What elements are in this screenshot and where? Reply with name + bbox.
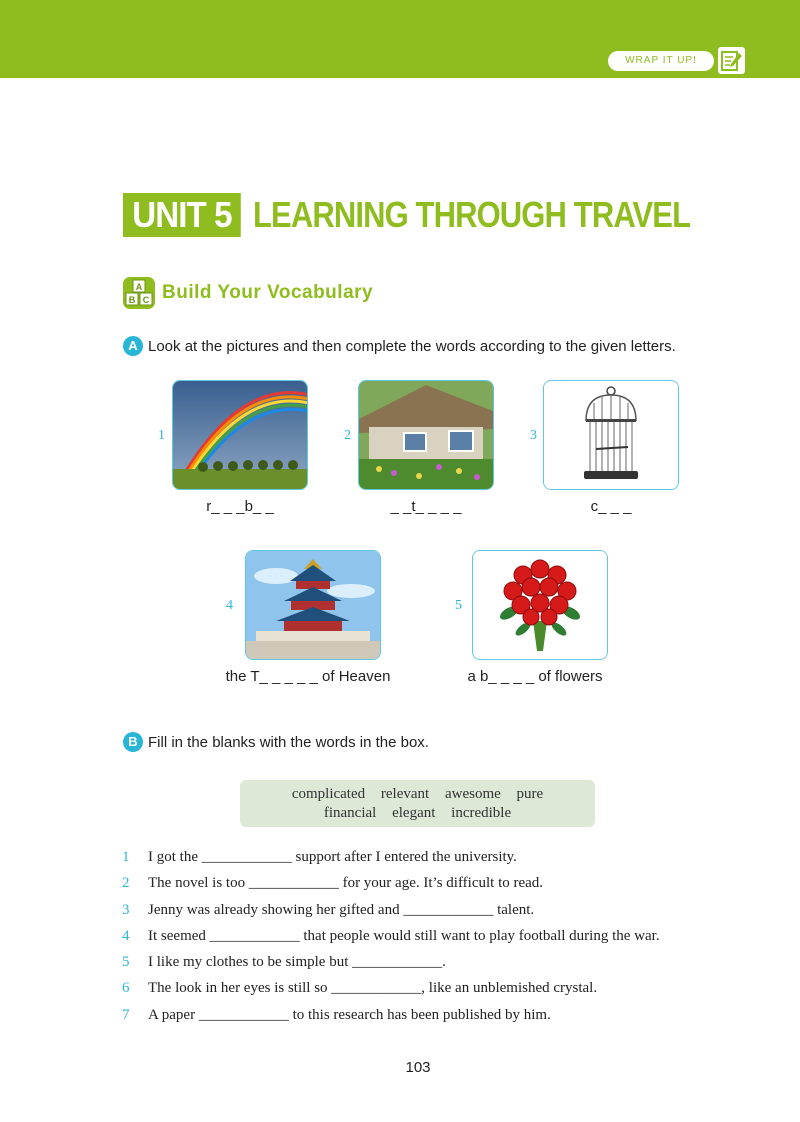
picture-number: 3 — [530, 428, 537, 443]
sentence-number: 2 — [122, 875, 130, 892]
list-item — [120, 925, 760, 951]
word-option: elegant — [392, 805, 436, 821]
picture-number: 4 — [226, 598, 233, 613]
bouquet-image — [472, 550, 608, 660]
task-a-instruction — [123, 336, 676, 356]
picture-number: 5 — [455, 598, 462, 613]
list-item — [120, 977, 760, 1003]
sentence-text: It seemed ____________ that people would still want to play football during the war. — [148, 927, 660, 944]
word-option: incredible — [451, 805, 512, 821]
picture-caption: _ _t_ _ _ _ — [390, 498, 462, 515]
page-number: 103 — [405, 1059, 431, 1076]
unit-badge: UNIT 5 — [123, 193, 241, 237]
abc-block-letter: C — [142, 295, 150, 305]
word-option: financial — [323, 805, 377, 821]
rainbow-image — [172, 380, 308, 490]
word-box — [240, 780, 595, 827]
notepad-pencil-icon — [718, 47, 745, 74]
word-option: pure — [516, 786, 544, 802]
sentence-number: 1 — [122, 849, 130, 865]
list-item — [120, 951, 760, 977]
unit-heading: LEARNING THROUGH TRAVEL — [253, 194, 691, 235]
sentence-text: A paper ____________ to this research has been published by him. — [148, 1006, 551, 1023]
list-item — [120, 872, 760, 898]
picture-caption: r_ _ _b_ _ — [206, 498, 274, 515]
task-a-text: Look at the pictures and then complete the words according to the given letters. — [148, 337, 676, 355]
task-b-text: Fill in the blanks with the words in the box. — [148, 733, 429, 751]
sentence-number: 6 — [122, 980, 130, 997]
unit-title — [123, 193, 761, 237]
picture-caption: the T_ _ _ _ _ of Heaven — [225, 668, 391, 685]
cottage-image — [358, 380, 494, 490]
list-item — [120, 1004, 760, 1030]
picture-number: 2 — [344, 428, 351, 443]
sentence-list — [120, 846, 760, 1030]
task-a-badge: A — [123, 336, 143, 356]
sentence-text: I like my clothes to be simple but ____________. — [148, 954, 446, 971]
word-option: complicated — [291, 786, 366, 802]
word-option: awesome — [444, 786, 501, 802]
temple-image — [245, 550, 381, 660]
sentence-number: 7 — [122, 1006, 130, 1023]
sentence-number: 5 — [122, 954, 130, 971]
abc-blocks-icon — [122, 276, 156, 310]
birdcage-image — [543, 380, 679, 490]
sentence-text: I got the ____________ support after I entered the university. — [148, 849, 517, 865]
sentence-text: The novel is too ____________ for your age. It’s difficult to read. — [148, 875, 544, 892]
sentence-text: The look in her eyes is still so ____________, like an unblemished crystal. — [148, 980, 598, 997]
picture-number: 1 — [158, 428, 165, 443]
list-item — [120, 899, 760, 925]
task-b-instruction — [123, 732, 429, 752]
section-heading — [122, 276, 373, 310]
sentence-number: 4 — [122, 927, 130, 944]
word-option: relevant — [380, 786, 430, 802]
picture-caption: a b_ _ _ _ of flowers — [467, 668, 603, 685]
sentence-number: 3 — [122, 901, 130, 918]
list-item — [120, 846, 760, 872]
section-title: Build Your Vocabulary — [162, 282, 374, 303]
abc-block-letter: B — [128, 295, 136, 305]
task-b-badge: B — [123, 732, 143, 752]
picture-caption: c_ _ _ — [590, 498, 632, 515]
abc-block-letter: A — [135, 282, 143, 292]
sentence-text: Jenny was already showing her gifted and ____________ talent. — [148, 901, 535, 918]
wrap-it-up-label: WRAP IT UP! — [608, 51, 714, 71]
